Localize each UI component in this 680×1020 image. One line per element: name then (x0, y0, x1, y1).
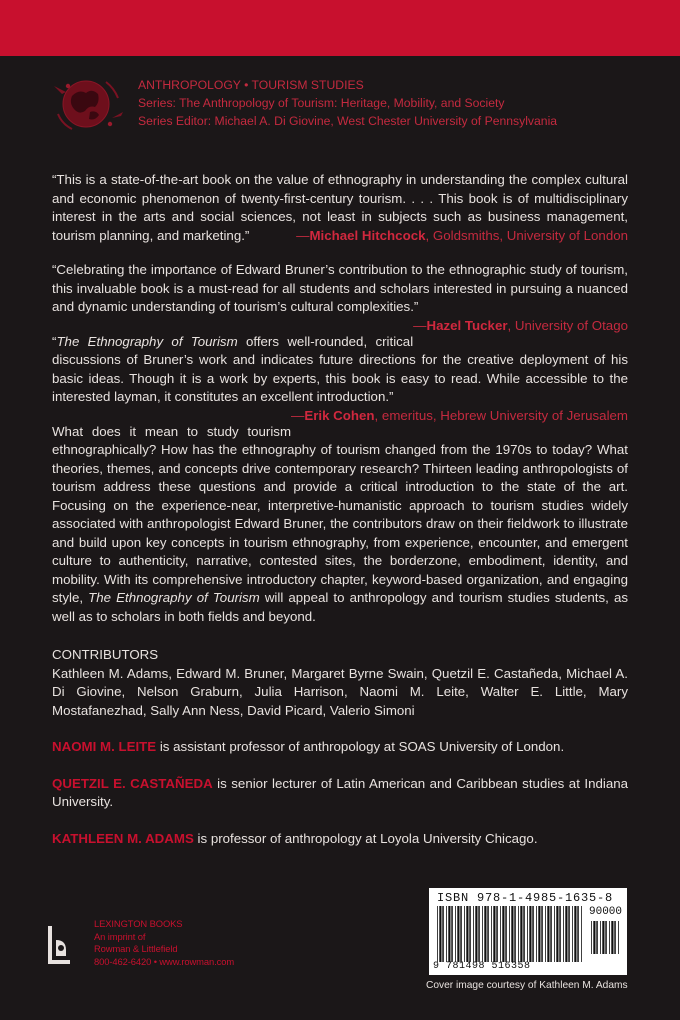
barcode-bar (538, 906, 540, 962)
quote-attribution: —Erik Cohen, emeritus, Hebrew University of Jerusalem (291, 407, 628, 423)
barcode-bar (572, 906, 573, 962)
barcode-bar (609, 921, 610, 954)
barcode-bar (469, 906, 471, 962)
globe-airplane-logo (52, 74, 126, 134)
barcode-bar (442, 906, 444, 962)
barcode-bar (500, 906, 501, 962)
quote-affiliation: , Goldsmiths, University of London (425, 227, 628, 243)
series-info (138, 76, 557, 130)
barcode-bar (487, 906, 489, 962)
barcode-bar (547, 906, 549, 962)
editor-bio: NAOMI M. LEITE is assistant professor of anthropology at SOAS University of London. (52, 739, 565, 754)
barcode-bar (484, 906, 486, 962)
barcode-bar (600, 921, 601, 954)
editor-bio: QUETZIL E. CASTAÑEDA is senior lecturer of Latin American and Caribbean studies at Indiana University. (52, 775, 629, 809)
barcode-bar (581, 906, 582, 962)
book-title: The Ethnography of Tourism (56, 333, 238, 349)
barcode-bar (448, 906, 450, 962)
barcode-bar (556, 906, 558, 962)
barcode-bar (475, 906, 477, 962)
barcode-bar (473, 906, 474, 962)
barcode-bar (518, 906, 519, 962)
isbn-barcode (429, 888, 627, 975)
quote-affiliation: , University of Otago (507, 317, 628, 333)
barcode-bar (541, 906, 543, 962)
barcode-bar (502, 906, 504, 962)
endorsement-quote (52, 261, 628, 333)
top-color-band (0, 0, 680, 56)
barcode-bar (529, 906, 531, 962)
endorsement-quote (52, 171, 628, 245)
editor-name: KATHLEEN M. ADAMS (52, 830, 194, 846)
quote-author: Hazel Tucker (426, 317, 508, 333)
barcode-bar (591, 921, 592, 954)
barcode-bar (505, 906, 507, 962)
barcode-bar (563, 906, 564, 962)
addon-barcode-bars (589, 921, 621, 954)
quote-text: “Celebrating the importance of Edward Bruner’s contribution to the ethnographic study of tourism, this invaluable book is a must-read for all students and scholars interested in pursuing a nuanced and dynamic understanding of tourism’s cultural complexities.” (52, 262, 628, 314)
barcode-bar (614, 921, 616, 954)
isbn-number: ISBN 978-1-4985-1635-8 (437, 891, 614, 905)
publisher-contact: 800-462-6420 • www.rowman.com (94, 955, 235, 967)
cover-image-credit: Cover image courtesy of Kathleen M. Adams (426, 980, 628, 991)
back-cover-text (52, 171, 628, 848)
quote-text: “This is a state-of-the-art book on the value of ethnography in understanding the complex cultural and economic phenomenon of twenty-first-century tourism. . . . This book is of multidisciplinary interest in the arts and social sciences, not least in subjects such as business management, tourism planning, and marketing.” (52, 172, 628, 243)
publisher-name: LEXINGTON BOOKS (94, 918, 183, 929)
ean-digits: 9 781498 516358 (433, 961, 531, 972)
publisher-block (48, 918, 288, 978)
editor-name: QUETZIL E. CASTAÑEDA (52, 775, 213, 791)
barcode-bar (568, 906, 570, 962)
quote-author: Erik Cohen (304, 407, 375, 423)
series-block (52, 66, 652, 136)
barcode-bar (439, 906, 441, 962)
barcode-bar (455, 906, 456, 962)
parent-publisher: Rowman & Littlefield (94, 943, 178, 955)
barcode-bar (482, 906, 483, 962)
lexington-books-logo (48, 926, 70, 964)
quote-affiliation: , emeritus, Hebrew University of Jerusalem (374, 407, 628, 423)
editor-name: NAOMI M. LEITE (52, 739, 157, 754)
barcode-bar (602, 921, 604, 954)
imprint-line: An imprint of (94, 930, 146, 942)
series-category: ANTHROPOLOGY • TOURISM STUDIES (138, 78, 364, 92)
barcode-bar (559, 906, 561, 962)
barcode-bar (611, 921, 613, 954)
barcode-bar (527, 906, 528, 962)
barcode-bar (460, 906, 462, 962)
book-title: The Ethnography of Tourism (88, 590, 260, 605)
barcode-bar (496, 906, 498, 962)
barcode-bar (491, 906, 492, 962)
editor-bio: KATHLEEN M. ADAMS is professor of anthropology at Loyola University Chicago. (52, 830, 538, 846)
price-code: 90000 (589, 906, 623, 918)
barcode-bar (457, 906, 459, 962)
barcode-bar (437, 906, 438, 962)
barcode-bar (593, 921, 595, 954)
barcode-bar (464, 906, 465, 962)
series-title: Series: The Anthropology of Tourism: Heritage, Mobility, and Society (138, 96, 505, 110)
barcode-bar (536, 906, 537, 962)
book-description: What does it mean to study tourism ethnographically? How has the ethnography of tourism changed from the 1970s to today? What theories, themes, and concepts drive contemporary research? Thirteen leading anthropologists of tourism address these questions and provide a critical introduction to the state of the art. Focusing on the experience-near, interpretive-humanistic approach to tourism studies widely associated with anthropologist Edward Bruner, the contributors draw on their fieldwork to illustrate and build upon key concepts in tourism ethnography, from experience, encounter, and emergent culture to authenticity, narrative, contested sites, the borderzone, embodiment, identity, and mobility. With its comprehensive introductory chapter, keyword-based organization, and engaging style, The Ethnography of Tourism will appeal to anthropology and tourism studies students, as well as to scholars in both fields and beyond. (52, 423, 628, 624)
barcode-bar (605, 921, 607, 954)
barcode-bar (577, 906, 579, 962)
barcode-bar (554, 906, 555, 962)
quote-text: offers well-rounded, critical discussions of Bruner’s work and indicates future directions for the creative deployment of his basic ideas. Though it is a work by experts, this book is easy to read. While accessible to the interested layman, it constitutes an excellent introduction.” (52, 333, 628, 404)
barcode-bar (451, 906, 453, 962)
quote-author: Michael Hitchcock (309, 227, 426, 243)
series-editor: Series Editor: Michael A. Di Giovine, West Chester University of Pennsylvania (138, 114, 558, 128)
barcode-bar (514, 906, 516, 962)
barcode-bar (509, 906, 510, 962)
quote-attribution: —Hazel Tucker, University of Otago (413, 317, 628, 333)
barcode-bar (523, 906, 525, 962)
barcode-bar (596, 921, 598, 954)
contributors-heading: CONTRIBUTORS (52, 647, 159, 662)
barcode-bar (565, 906, 567, 962)
barcode-bar (493, 906, 495, 962)
barcode-bar (545, 906, 546, 962)
barcode-bar (520, 906, 522, 962)
publisher-info (94, 918, 234, 968)
barcode-bar (466, 906, 468, 962)
ean-barcode-bars (435, 906, 585, 962)
contributors-list: Kathleen M. Adams, Edward M. Bruner, Margaret Byrne Swain, Quetzil E. Castañeda, Michael A. Di Giovine, Nelson Graburn, Julia Harrison, Naomi M. Leite, Walter E. Little, Mary Mostafanezhad, Sally Ann Ness, David Picard, Valerio Simoni (52, 665, 628, 718)
barcode-bar (550, 906, 552, 962)
endorsement-quote: “The Ethnography of Tourism offers well-rounded, critical discussions of Bruner’s work and indicates future directions for the creative deployment of his basic ideas. Though it is a work by experts, this book is easy to read. While accessible to the interested layman, it constitutes an excellent introduction.” —Erik Cohen, emeritus, Hebrew University of Jerusalem (52, 333, 628, 407)
barcode-bar (574, 906, 576, 962)
quote-attribution: —Michael Hitchcock, Goldsmiths, University of London (296, 227, 628, 243)
barcode-bar (532, 906, 534, 962)
barcode-bar (618, 921, 619, 954)
barcode-bar (446, 906, 447, 962)
barcode-bar (511, 906, 513, 962)
barcode-bar (478, 906, 480, 962)
